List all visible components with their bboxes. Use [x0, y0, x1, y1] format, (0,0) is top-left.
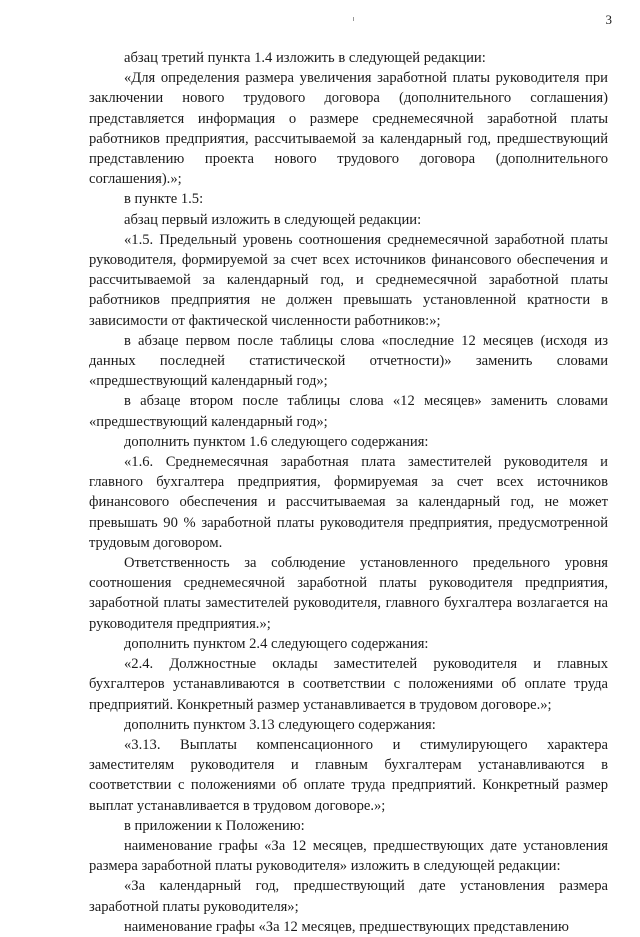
scan-mark [353, 17, 354, 21]
paragraph-4: абзац первый изложить в следующей редакции: [124, 211, 422, 228]
paragraph-6: в абзаце первом после таблицы слова «последние 12 месяцев (исходя из данных последней статистической отчетности)» заменить словами «предшествующий календарный год»; [89, 332, 608, 390]
paragraph-16: наименование графы «За 12 месяцев, предшествующих дате установления размера заработной платы руководителя» изложить в следующей редакции: [89, 837, 608, 875]
paragraph-9: «1.6. Среднемесячная заработная плата заместителей руководителя и главного бухгалтера предприятия, формируемая за счет всех источников финансового обеспечения и рассчитываемая за календарный год, не может превышать 90 % заработной платы руководителя предприятия, предусмотренной трудовым договором. [89, 454, 608, 551]
paragraph-8: дополнить пунктом 1.6 следующего содержания: [124, 433, 429, 450]
paragraph-15: в приложении к Положению: [124, 817, 305, 834]
paragraph-2: «Для определения размера увеличения заработной платы руководителя при заключении нового трудового договора (дополнительного соглашения) представляется информация о размере среднемесячной заработной платы работников предприятия, рассчитываемой за календарный год, предшествующий представлению проекта нового трудового договора (дополнительного соглашения).»; [89, 70, 608, 188]
paragraph-10: Ответственность за соблюдение установленного предельного уровня соотношения среднемесячной заработной платы руководителя предприятия, заработной платы заместителей руководителя, главного бухгалтера возлагается на руководителя предприятия.»; [89, 555, 608, 632]
paragraph-7: в абзаце втором после таблицы слова «12 месяцев» заменить словами «предшествующий календарный год»; [89, 393, 608, 430]
paragraph-1: абзац третий пункта 1.4 изложить в следующей редакции: [124, 50, 486, 66]
paragraph-5: «1.5. Предельный уровень соотношения среднемесячной заработной платы руководителя, формируемой за счет всех источников финансового обеспечения и рассчитываемой за календарный год, и среднемесячной заработной платы работников предприятия не должен превышать установленной кратности в зависимости от фактической численности работников:»; [89, 231, 608, 329]
paragraph-17: «За календарный год, предшествующий дате установления размера заработной платы руководителя»; [89, 878, 608, 915]
paragraph-12: «2.4. Должностные оклады заместителей руководителя и главных бухгалтеров устанавливаются в соответствии с положениями об оплате труда предприятий. Конкретный размер устанавливается в трудовом договоре.»; [89, 656, 608, 713]
paragraph-14: «3.13. Выплаты компенсационного и стимулирующего характера заместителям руководителя и главным бухгалтерам устанавливаются в соответствии с положениями об оплате труда предприятий. Конкретный размер выплат устанавливается в трудовом договоре.»; [89, 736, 608, 814]
paragraph-18: наименование графы «За 12 месяцев, предшествующих представлению [124, 918, 569, 935]
paragraph-3: в пункте 1.5: [124, 191, 204, 208]
page-number: 3 [605, 12, 612, 27]
paragraph-13: дополнить пунктом 3.13 следующего содержания: [124, 716, 436, 733]
document-body [89, 48, 608, 937]
paragraph-11: дополнить пунктом 2.4 следующего содержания: [124, 635, 429, 652]
